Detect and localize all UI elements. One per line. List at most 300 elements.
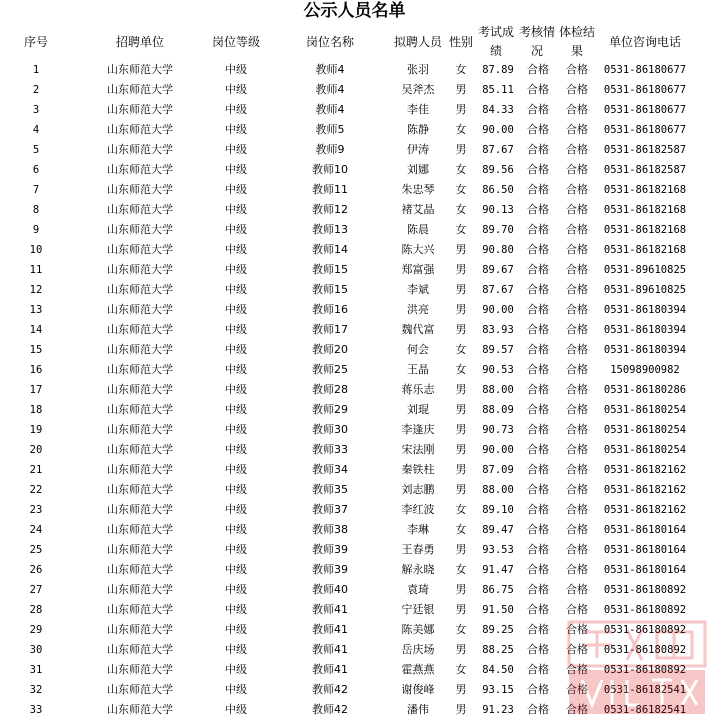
row-index: 21: [29, 464, 43, 476]
row-exam-score: 89.70: [482, 224, 514, 236]
row-gender: 女: [455, 203, 467, 216]
row-gender: 男: [455, 483, 467, 496]
row-post-level: 中级: [225, 643, 247, 656]
row-candidate: 潘伟: [407, 703, 429, 716]
row-assessment: 合格: [527, 643, 549, 656]
row-candidate: 刘琨: [407, 403, 429, 416]
row-index: 10: [29, 244, 43, 256]
row-phone: 0531-86180394: [603, 304, 687, 316]
row-gender: 女: [455, 623, 467, 636]
row-post-name: 教师9: [315, 143, 345, 156]
row-assessment: 合格: [527, 603, 549, 616]
row-post-name: 教师16: [312, 303, 348, 316]
row-index: 14: [29, 324, 43, 336]
row-exam-score: 90.00: [482, 444, 514, 456]
row-index: 27: [29, 584, 43, 596]
row-post-level: 中级: [225, 623, 247, 636]
row-medical: 合格: [566, 443, 588, 456]
row-post-name: 教师39: [312, 543, 348, 556]
table-row: [0, 280, 709, 300]
row-exam-score: 88.25: [482, 644, 514, 656]
row-gender: 男: [455, 103, 467, 116]
row-post-level: 中级: [225, 663, 247, 676]
row-gender: 女: [455, 63, 467, 76]
row-exam-score: 87.89: [482, 64, 514, 76]
row-assessment: 合格: [527, 483, 549, 496]
row-gender: 女: [455, 663, 467, 676]
row-assessment: 合格: [527, 243, 549, 256]
row-medical: 合格: [566, 383, 588, 396]
row-employer: 山东师范大学: [107, 403, 173, 416]
row-candidate: 陈静: [407, 123, 429, 136]
table-header: [0, 22, 709, 62]
row-assessment: 合格: [527, 443, 549, 456]
row-index: 28: [29, 604, 43, 616]
header-post-name: 岗位名称: [305, 34, 354, 49]
row-medical: 合格: [566, 343, 588, 356]
row-medical: 合格: [566, 543, 588, 556]
row-employer: 山东师范大学: [107, 103, 173, 116]
row-post-name: 教师42: [312, 703, 348, 716]
row-post-level: 中级: [225, 363, 247, 376]
row-phone: 0531-86180892: [603, 664, 687, 676]
row-exam-score: 90.00: [482, 124, 514, 136]
row-employer: 山东师范大学: [107, 563, 173, 576]
row-index: 25: [29, 544, 43, 556]
row-assessment: 合格: [527, 663, 549, 676]
row-candidate: 王晶: [407, 363, 429, 376]
row-medical: 合格: [566, 283, 588, 296]
row-post-level: 中级: [225, 503, 247, 516]
row-candidate: 魏代富: [401, 323, 435, 336]
row-post-name: 教师12: [312, 203, 348, 216]
row-exam-score: 87.67: [482, 144, 514, 156]
row-gender: 男: [455, 303, 467, 316]
row-index: 4: [32, 124, 40, 136]
table-row: [0, 180, 709, 200]
table-row: [0, 640, 709, 660]
row-gender: 女: [455, 503, 467, 516]
row-post-name: 教师30: [312, 423, 348, 436]
row-post-name: 教师38: [312, 523, 348, 536]
row-exam-score: 83.93: [482, 324, 514, 336]
row-candidate: 李斌: [407, 283, 429, 296]
row-employer: 山东师范大学: [107, 383, 173, 396]
row-phone: 0531-89610825: [603, 264, 687, 276]
row-gender: 女: [455, 183, 467, 196]
row-post-name: 教师40: [312, 583, 348, 596]
row-medical: 合格: [566, 523, 588, 536]
row-phone: 0531-86182168: [603, 244, 687, 256]
row-employer: 山东师范大学: [107, 323, 173, 336]
row-candidate: 解永晓: [401, 563, 435, 576]
header-post-level: 岗位等级: [211, 34, 260, 49]
row-phone: 0531-86182541: [603, 684, 687, 696]
row-gender: 男: [455, 403, 467, 416]
row-assessment: 合格: [527, 163, 549, 176]
row-post-level: 中级: [225, 563, 247, 576]
row-gender: 男: [455, 543, 467, 556]
row-candidate: 岳庆场: [401, 643, 435, 656]
row-employer: 山东师范大学: [107, 283, 173, 296]
row-exam-score: 88.00: [482, 484, 514, 496]
row-exam-score: 85.11: [482, 84, 514, 96]
row-employer: 山东师范大学: [107, 423, 173, 436]
row-medical: 合格: [566, 403, 588, 416]
row-post-level: 中级: [225, 103, 247, 116]
row-phone: 0531-86180164: [603, 564, 687, 576]
row-exam-score: 86.50: [482, 184, 514, 196]
row-post-level: 中级: [225, 243, 247, 256]
row-gender: 男: [455, 683, 467, 696]
row-phone: 0531-86180254: [603, 444, 687, 456]
row-candidate: 褚艾晶: [401, 203, 435, 216]
row-index: 23: [29, 504, 43, 516]
row-gender: 男: [455, 443, 467, 456]
row-employer: 山东师范大学: [107, 163, 173, 176]
row-exam-score: 93.53: [482, 544, 514, 556]
row-index: 33: [29, 704, 43, 716]
row-index: 18: [29, 404, 43, 416]
row-post-level: 中级: [225, 463, 247, 476]
row-post-level: 中级: [225, 83, 247, 96]
row-employer: 山东师范大学: [107, 523, 173, 536]
table-row: [0, 340, 709, 360]
row-post-name: 教师20: [312, 343, 348, 356]
row-medical: 合格: [566, 503, 588, 516]
row-assessment: 合格: [527, 703, 549, 716]
row-post-name: 教师41: [312, 663, 348, 676]
row-candidate: 秦铁柱: [401, 463, 435, 476]
row-post-level: 中级: [225, 283, 247, 296]
row-gender: 男: [455, 383, 467, 396]
row-assessment: 合格: [527, 383, 549, 396]
row-exam-score: 90.80: [482, 244, 514, 256]
table-row: [0, 60, 709, 80]
row-assessment: 合格: [527, 423, 549, 436]
row-gender: 女: [455, 343, 467, 356]
row-assessment: 合格: [527, 323, 549, 336]
row-medical: 合格: [566, 303, 588, 316]
row-index: 12: [29, 284, 43, 296]
row-phone: 0531-86180892: [603, 644, 687, 656]
row-gender: 男: [455, 323, 467, 336]
header-exam-score: 考试成绩: [477, 25, 514, 58]
row-phone: 0531-86180892: [603, 624, 687, 636]
row-employer: 山东师范大学: [107, 483, 173, 496]
row-exam-score: 90.00: [482, 304, 514, 316]
row-phone: 0531-86180677: [603, 84, 687, 96]
row-candidate: 刘娜: [407, 163, 429, 176]
row-medical: 合格: [566, 683, 588, 696]
row-index: 29: [29, 624, 43, 636]
row-exam-score: 89.57: [482, 344, 514, 356]
header-medical: 体检结果: [558, 25, 595, 58]
row-candidate: 李逢庆: [401, 423, 435, 436]
row-candidate: 陈晨: [407, 223, 429, 236]
table-row: [0, 520, 709, 540]
row-gender: 男: [455, 263, 467, 276]
table-row: [0, 100, 709, 120]
row-post-name: 教师42: [312, 683, 348, 696]
row-post-name: 教师11: [312, 183, 348, 196]
row-employer: 山东师范大学: [107, 343, 173, 356]
row-candidate: 张羽: [407, 63, 429, 76]
row-employer: 山东师范大学: [107, 623, 173, 636]
row-candidate: 陈大兴: [401, 243, 435, 256]
row-phone: 0531-86182162: [603, 504, 687, 516]
table-row: [0, 80, 709, 100]
row-medical: 合格: [566, 163, 588, 176]
row-exam-score: 88.09: [482, 404, 514, 416]
row-exam-score: 91.47: [482, 564, 514, 576]
row-phone: 0531-86180892: [603, 604, 687, 616]
header-employer: 招聘单位: [115, 34, 164, 49]
row-assessment: 合格: [527, 343, 549, 356]
row-employer: 山东师范大学: [107, 643, 173, 656]
table-row: [0, 560, 709, 580]
row-assessment: 合格: [527, 263, 549, 276]
row-post-level: 中级: [225, 543, 247, 556]
row-employer: 山东师范大学: [107, 183, 173, 196]
row-medical: 合格: [566, 223, 588, 236]
table-row: [0, 360, 709, 380]
row-index: 19: [29, 424, 43, 436]
table-row: [0, 700, 709, 720]
row-assessment: 合格: [527, 583, 549, 596]
header-phone: 单位咨询电话: [608, 34, 681, 49]
row-candidate: 陈美娜: [401, 623, 435, 636]
row-phone: 0531-86180254: [603, 404, 687, 416]
row-post-level: 中级: [225, 443, 247, 456]
row-index: 15: [29, 344, 43, 356]
row-phone: 0531-86182541: [603, 704, 687, 716]
row-index: 30: [29, 644, 43, 656]
row-phone: 0531-86180164: [603, 524, 687, 536]
row-employer: 山东师范大学: [107, 603, 173, 616]
row-post-name: 教师4: [315, 103, 345, 116]
row-post-level: 中级: [225, 523, 247, 536]
row-gender: 女: [455, 123, 467, 136]
table-row: [0, 600, 709, 620]
row-medical: 合格: [566, 603, 588, 616]
row-gender: 男: [455, 83, 467, 96]
row-exam-score: 89.47: [482, 524, 514, 536]
row-candidate: 谢俊峰: [401, 683, 435, 696]
row-exam-score: 84.33: [482, 104, 514, 116]
row-candidate: 袁琦: [407, 583, 429, 596]
row-candidate: 郑富强: [401, 263, 435, 276]
table-row: [0, 260, 709, 280]
row-employer: 山东师范大学: [107, 663, 173, 676]
row-assessment: 合格: [527, 363, 549, 376]
row-assessment: 合格: [527, 463, 549, 476]
row-post-level: 中级: [225, 143, 247, 156]
row-medical: 合格: [566, 263, 588, 276]
row-phone: 0531-86180394: [603, 324, 687, 336]
row-phone: 0531-86180394: [603, 344, 687, 356]
row-gender: 男: [455, 643, 467, 656]
row-post-level: 中级: [225, 583, 247, 596]
row-post-name: 教师29: [312, 403, 348, 416]
table-row: [0, 140, 709, 160]
row-medical: 合格: [566, 203, 588, 216]
row-exam-score: 88.00: [482, 384, 514, 396]
row-post-name: 教师15: [312, 263, 348, 276]
row-assessment: 合格: [527, 123, 549, 136]
row-gender: 男: [455, 283, 467, 296]
row-post-level: 中级: [225, 403, 247, 416]
row-medical: 合格: [566, 243, 588, 256]
row-gender: 男: [455, 583, 467, 596]
row-post-level: 中级: [225, 343, 247, 356]
row-post-name: 教师4: [315, 63, 345, 76]
row-exam-score: 89.56: [482, 164, 514, 176]
row-assessment: 合格: [527, 503, 549, 516]
row-post-level: 中级: [225, 703, 247, 716]
row-assessment: 合格: [527, 183, 549, 196]
row-post-name: 教师41: [312, 623, 348, 636]
row-index: 17: [29, 384, 43, 396]
row-employer: 山东师范大学: [107, 503, 173, 516]
row-index: 22: [29, 484, 43, 496]
table-row: [0, 580, 709, 600]
row-exam-score: 84.50: [482, 664, 514, 676]
row-gender: 男: [455, 423, 467, 436]
table-row: [0, 540, 709, 560]
row-post-name: 教师39: [312, 563, 348, 576]
row-post-name: 教师41: [312, 603, 348, 616]
row-post-name: 教师28: [312, 383, 348, 396]
row-gender: 男: [455, 143, 467, 156]
row-medical: 合格: [566, 423, 588, 436]
row-post-name: 教师41: [312, 643, 348, 656]
row-employer: 山东师范大学: [107, 583, 173, 596]
row-post-name: 教师13: [312, 223, 348, 236]
row-exam-score: 89.10: [482, 504, 514, 516]
row-assessment: 合格: [527, 403, 549, 416]
row-post-name: 教师34: [312, 463, 348, 476]
row-employer: 山东师范大学: [107, 263, 173, 276]
row-exam-score: 90.73: [482, 424, 514, 436]
row-phone: 0531-86180892: [603, 584, 687, 596]
row-gender: 女: [455, 363, 467, 376]
row-index: 24: [29, 524, 43, 536]
row-post-level: 中级: [225, 683, 247, 696]
row-gender: 女: [455, 163, 467, 176]
header-index: 序号: [23, 34, 48, 49]
row-medical: 合格: [566, 143, 588, 156]
header-assessment: 考核情况: [518, 25, 555, 58]
row-medical: 合格: [566, 123, 588, 136]
row-medical: 合格: [566, 643, 588, 656]
row-index: 5: [32, 144, 40, 156]
row-phone: 0531-86180677: [603, 124, 687, 136]
row-employer: 山东师范大学: [107, 223, 173, 236]
row-gender: 男: [455, 243, 467, 256]
table-row: [0, 220, 709, 240]
table-row: [0, 620, 709, 640]
row-gender: 男: [455, 463, 467, 476]
row-phone: 15098900982: [610, 364, 680, 376]
table-row: [0, 460, 709, 480]
row-exam-score: 89.67: [482, 264, 514, 276]
row-exam-score: 91.23: [482, 704, 514, 716]
row-employer: 山东师范大学: [107, 63, 173, 76]
row-assessment: 合格: [527, 623, 549, 636]
row-index: 16: [29, 364, 43, 376]
row-index: 26: [29, 564, 43, 576]
table-row: [0, 120, 709, 140]
row-post-level: 中级: [225, 383, 247, 396]
row-employer: 山东师范大学: [107, 363, 173, 376]
table-row: [0, 200, 709, 220]
row-exam-score: 93.15: [482, 684, 514, 696]
row-index: 8: [32, 204, 40, 216]
row-candidate: 宁廷银: [401, 603, 435, 616]
row-assessment: 合格: [527, 303, 549, 316]
row-medical: 合格: [566, 323, 588, 336]
row-employer: 山东师范大学: [107, 203, 173, 216]
row-post-name: 教师33: [312, 443, 348, 456]
row-medical: 合格: [566, 63, 588, 76]
row-phone: 0531-86182587: [603, 144, 687, 156]
row-post-name: 教师14: [312, 243, 348, 256]
row-post-name: 教师5: [315, 123, 345, 136]
row-phone: 0531-86182168: [603, 184, 687, 196]
row-medical: 合格: [566, 463, 588, 476]
row-assessment: 合格: [527, 543, 549, 556]
row-index: 7: [32, 184, 40, 196]
header-gender: 性别: [449, 34, 474, 49]
table-row: [0, 500, 709, 520]
table-row: [0, 400, 709, 420]
row-employer: 山东师范大学: [107, 83, 173, 96]
row-medical: 合格: [566, 363, 588, 376]
row-candidate: 吴斧杰: [401, 83, 435, 96]
row-index: 3: [32, 104, 40, 116]
row-gender: 男: [455, 603, 467, 616]
row-post-level: 中级: [225, 483, 247, 496]
row-employer: 山东师范大学: [107, 243, 173, 256]
row-index: 20: [29, 444, 43, 456]
row-candidate: 宋法刚: [401, 443, 435, 456]
row-post-name: 教师15: [312, 283, 348, 296]
row-phone: 0531-86180254: [603, 424, 687, 436]
row-post-name: 教师17: [312, 323, 348, 336]
row-gender: 女: [455, 523, 467, 536]
row-post-name: 教师4: [315, 83, 345, 96]
row-exam-score: 87.09: [482, 464, 514, 476]
row-candidate: 刘志鹏: [401, 483, 435, 496]
row-employer: 山东师范大学: [107, 683, 173, 696]
row-exam-score: 87.67: [482, 284, 514, 296]
row-post-name: 教师10: [312, 163, 348, 176]
row-assessment: 合格: [527, 63, 549, 76]
row-exam-score: 90.53: [482, 364, 514, 376]
row-phone: 0531-86182587: [603, 164, 687, 176]
row-medical: 合格: [566, 483, 588, 496]
row-employer: 山东师范大学: [107, 143, 173, 156]
row-post-level: 中级: [225, 123, 247, 136]
row-index: 9: [32, 224, 40, 236]
row-medical: 合格: [566, 103, 588, 116]
row-medical: 合格: [566, 563, 588, 576]
row-employer: 山东师范大学: [107, 463, 173, 476]
row-phone: 0531-86180677: [603, 104, 687, 116]
table-row: [0, 160, 709, 180]
row-medical: 合格: [566, 583, 588, 596]
